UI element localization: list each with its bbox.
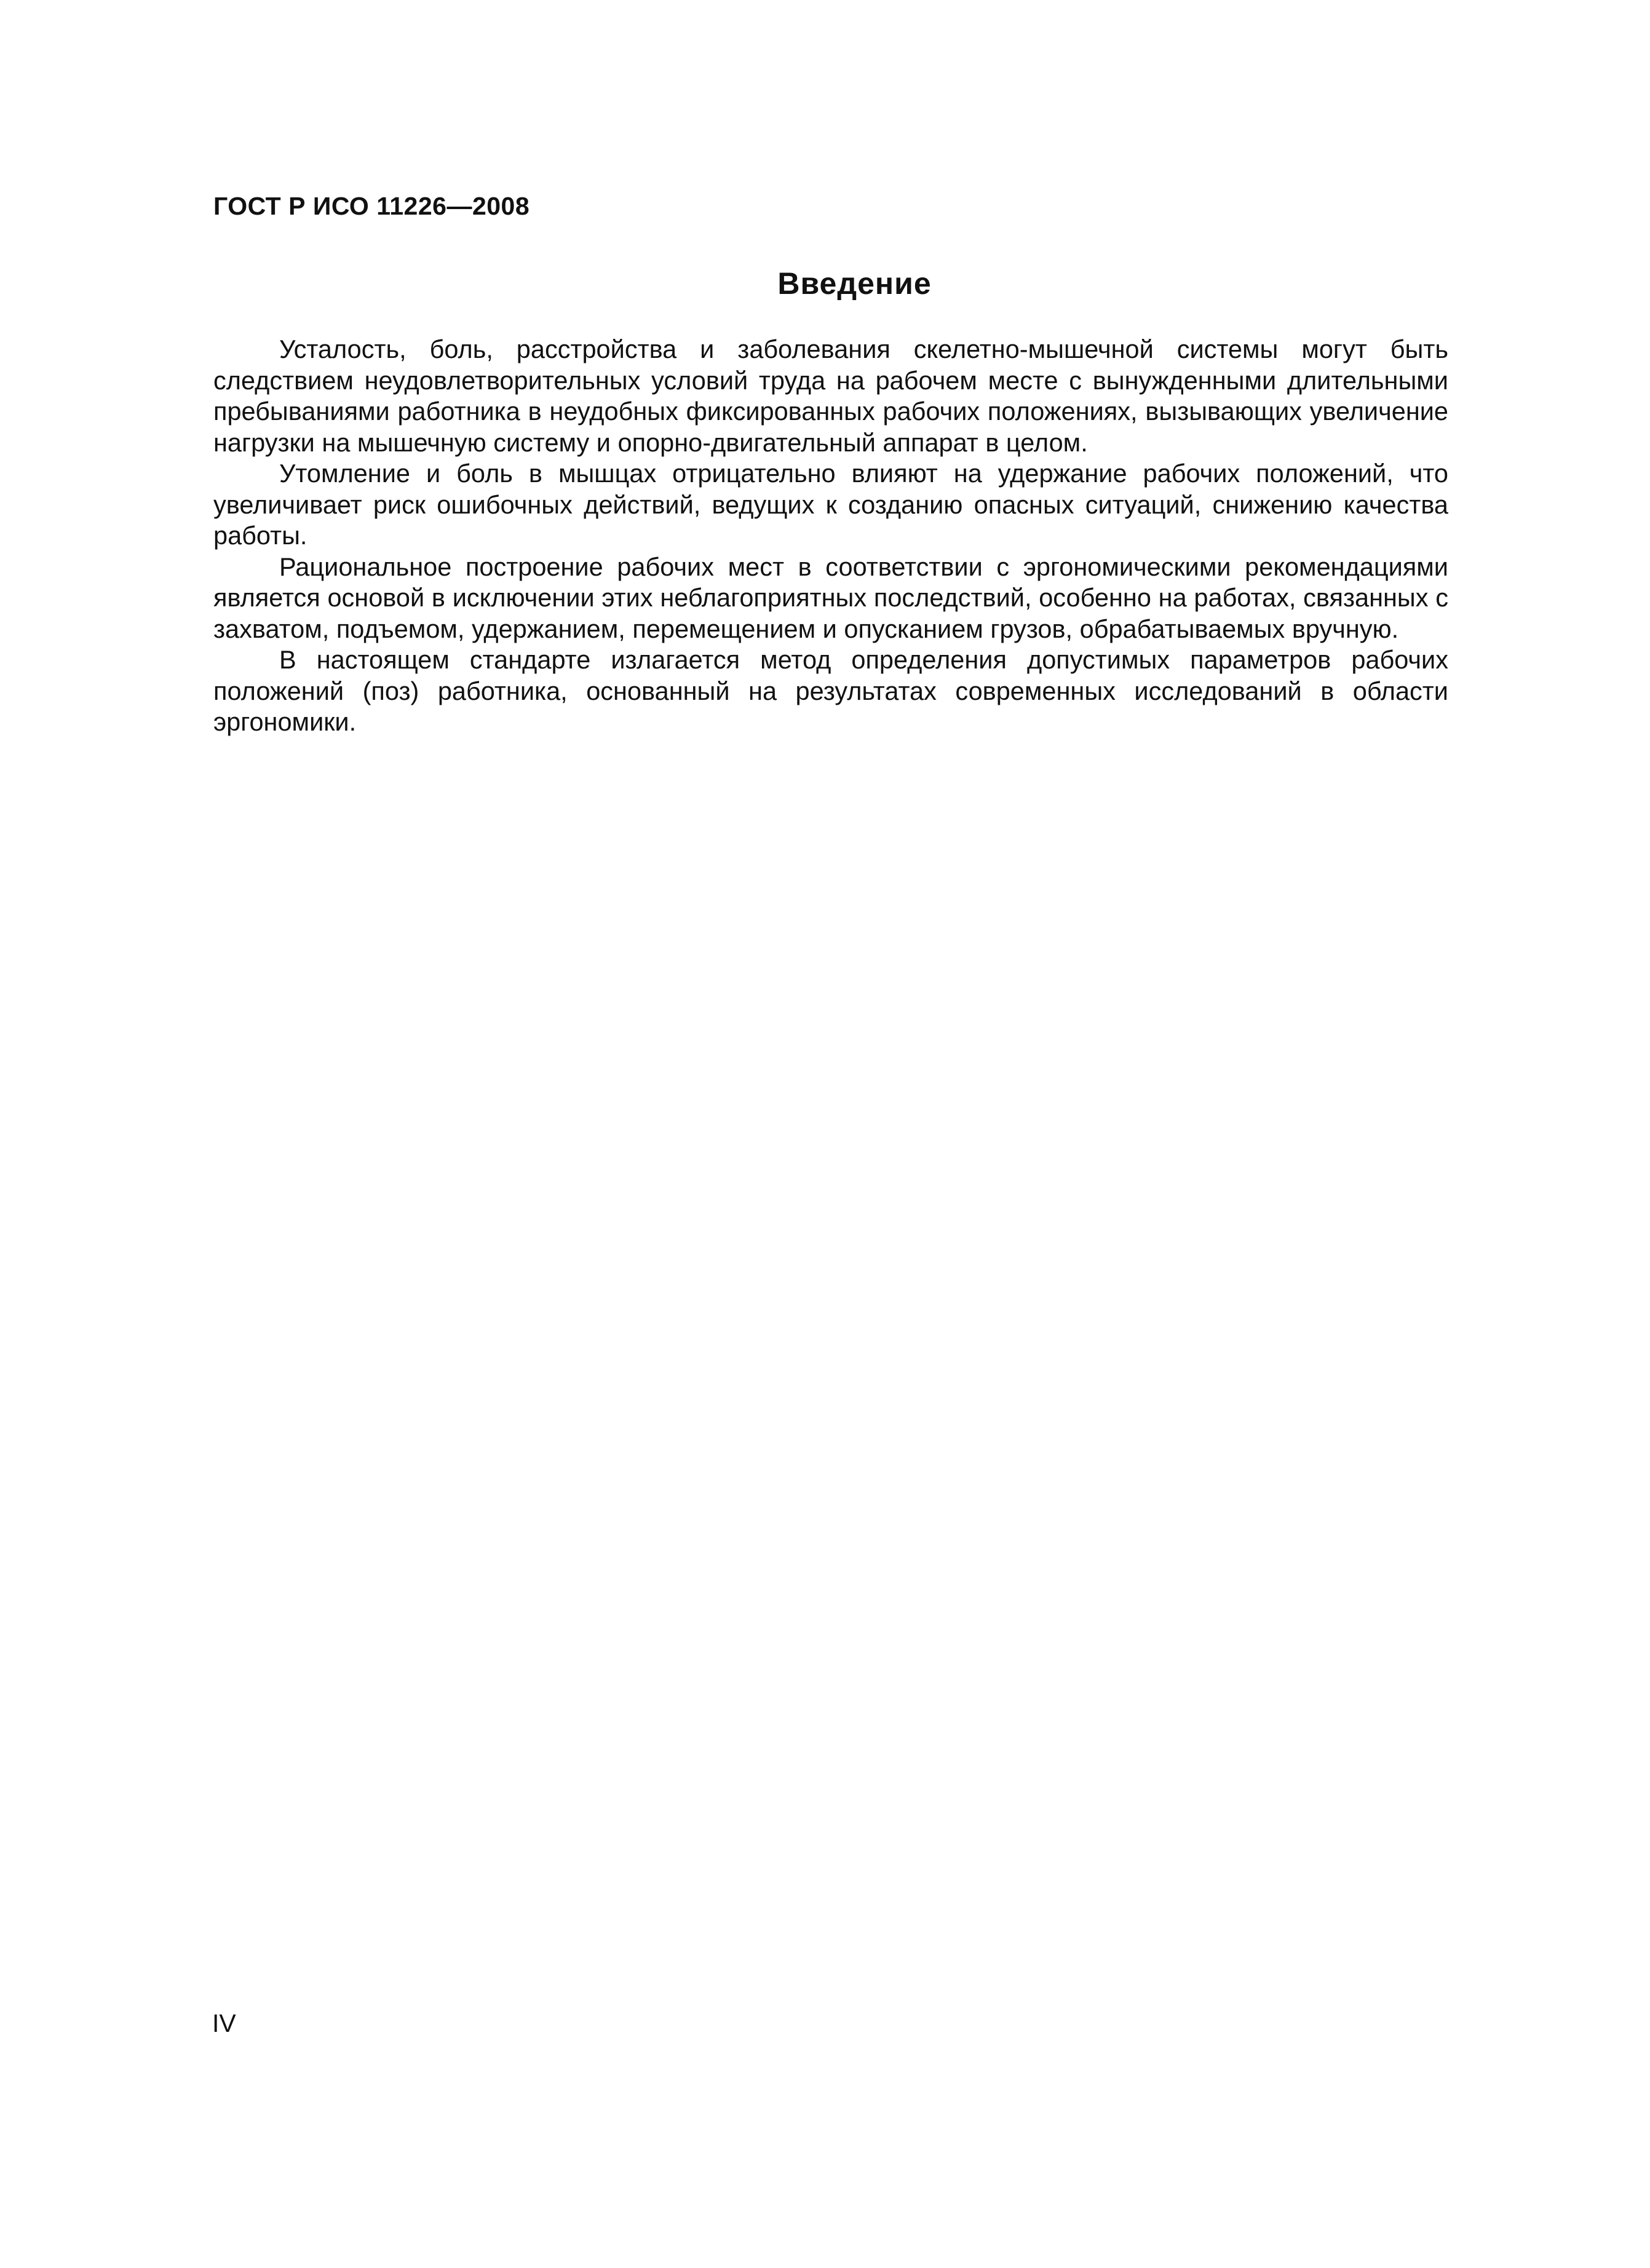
document-code: ГОСТ Р ИСО 11226—2008 — [213, 192, 530, 220]
body-text — [213, 334, 1448, 738]
paragraph: Утомление и боль в мышцах отрицательно влияют на удержание рабочих положений, что увеличивает риск ошибочных действий, ведущих к созданию опасных ситуаций, снижению качества работы. — [213, 459, 1448, 550]
paragraph: Рациональное построение рабочих мест в соответствии с эргономическими рекомендациями является основой в исключении этих неблагоприятных последствий, особенно на работах, связанных с захватом, подъемом, удержанием, перемещением и опусканием грузов, обрабатываемых вручную. — [213, 552, 1448, 643]
page-number: IV — [212, 2009, 236, 2037]
paragraph: В настоящем стандарте излагается метод определения допустимых параметров рабочих положений (поз) работника, основанный на результатах современных исследований в области эргономики. — [213, 645, 1448, 736]
paragraph: Усталость, боль, расстройства и заболевания скелетно-мышечной системы могут быть следствием неудовлетворительных условий труда на рабочем месте с вынужденными длительными пребываниями работника в неудобных фиксированных рабочих положениях, вызывающих увеличение нагрузки на мышечную систему и опорно-двигательный аппарат в целом. — [213, 335, 1448, 457]
section-title: Введение — [777, 266, 932, 301]
